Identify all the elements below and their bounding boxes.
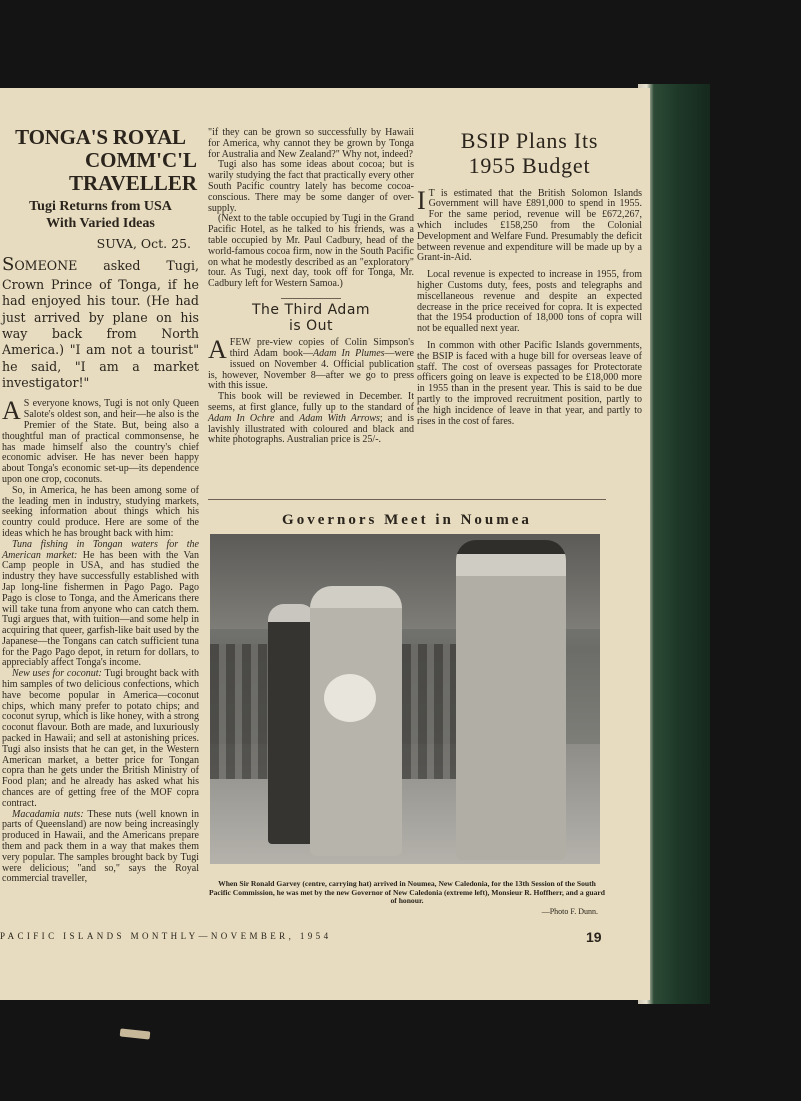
page-footer-masthead: PACIFIC ISLANDS MONTHLY—NOVEMBER, 1954 bbox=[0, 931, 332, 941]
tonga-paragraph-5: Macadamia nuts: These nuts (well known in parts of Queensland) are now being increasingly produced in Hawaii, and the Americans prepare them and pack them in a way that makes them very popular. The samples brought back by Tugi were delicious; "and so," says the Royal commercial traveller, bbox=[2, 808, 199, 885]
officer-figure bbox=[456, 540, 566, 860]
section-divider bbox=[281, 298, 341, 299]
tonga-paragraph-1: A S everyone knows, Tugi is not only Queen Salote's oldest son, and heir—he also is the Premier of the State. But, being also a thoughtful man of practical commonsense, he has made himself also the country's chief economic adviser. He has never been happy about Tonga's economic set-up—its dependence upon one crop, coconuts. bbox=[2, 396, 199, 485]
bsip-paragraph-2: Local revenue is expected to increase in 1955, from higher Customs duty, fees, posts and telegraphs and miscellaneous revenue and despite an expected decrease in the price received for copra. It is expected that the 1954 production of 18,000 tons of copra will not be equalled next year. bbox=[417, 269, 642, 335]
tonga-paragraph-2: So, in America, he has been among some of the leading men in industry, studying markets, seeking information about things which his country could produce. Here are some of the ideas which he has brought back with him: bbox=[2, 484, 199, 539]
photo-story-rule bbox=[208, 499, 606, 500]
adam-paragraph-1: A FEW pre-view copies of Colin Simpson's third Adam book—Adam In Plumes—were issued on November 4. Official publication is, however, November 8—after we go to press with this issue. bbox=[208, 335, 414, 392]
paper-fleck bbox=[120, 1028, 151, 1039]
tonga-body-text bbox=[2, 396, 200, 885]
bsip-paragraph-1: I T is estimated that the British Solomon Islands Government will have £891,000 to spend in 1955. For the same period, revenue will be £672,267, which includes £158,250 from the Colonial Development and Welfare Fund. Presumably the deficit between revenue and expenditure will be made up by a Grant-in-Aid. bbox=[417, 185, 642, 264]
adam-body-text bbox=[208, 335, 414, 446]
tonga-paragraph-4: New uses for coconut: Tugi brought back with him samples of two delicious confections, which have become popular in America—coconut chips, which many prefer to potato chips; and coconut syrup, which is like honey, with a strong coconut flavour. Both are made, and luxuriously packed in Hawaii; and sell at astonishing prices. Tugi also insists that he can get, in the Western American market, a better price for Tongan copra than he gets under the British Ministry of Food plan; and he already has asked what his chances are of getting free of the MOF copra contract. bbox=[2, 668, 200, 809]
adam-drop-cap: A bbox=[208, 335, 227, 365]
middle-column bbox=[208, 128, 414, 446]
tonga-continuation bbox=[208, 128, 414, 290]
bsip-headline-line2: 1955 Budget bbox=[468, 153, 591, 179]
bsip-body-text bbox=[417, 185, 642, 428]
adam-headline-line2: is Out bbox=[288, 318, 333, 335]
bsip-headline-line1: BSIP Plans Its bbox=[460, 128, 599, 153]
tonga-drop-cap: A bbox=[2, 396, 21, 426]
tonga-headline-line2: COMM'C'L TRAVELLER bbox=[69, 147, 197, 195]
governor-left-figure bbox=[268, 604, 316, 844]
tonga-headline-line1: TONGA'S ROYAL bbox=[15, 125, 186, 149]
photo-caption: When Sir Ronald Garvey (centre, carrying hat) arrived in Noumea, New Caledonia, for the 13th Session of the South Pacific Commission, he was met by the new Governor of New Caledonia (extreme left), Monsieur R. Hoffherr, and a guard of honour. bbox=[208, 879, 606, 906]
page-number: 19 bbox=[586, 929, 602, 945]
hat bbox=[324, 674, 376, 722]
tonga-paragraph-7: (Next to the table occupied by Tugi in the Grand Pacific Hotel, as he talked to his friends, was a table occupied by Mr. Paul Cadbury, head of the world-famous cocoa firm, now in the South Pacific on what he modestly described as an "exploratory" tour. As Tugi, next day, took off for Tonga, Mr. Cadbury left for Western Samoa.) bbox=[208, 213, 414, 290]
bsip-drop-cap: I bbox=[417, 185, 426, 215]
tonga-article-column bbox=[2, 126, 199, 885]
photo-story-title: Governors Meet in Noumea bbox=[282, 512, 532, 528]
tonga-lead-paragraph: SOMEONE asked Tugi, Crown Prince of Tonga, if he had enjoyed his tour. (He had just arrived by plane on his way back from North America.) "I am not a tourist" he said, "I am a market investigator!" bbox=[2, 254, 199, 390]
adam-headline-line1: The Third Adam bbox=[251, 301, 371, 318]
adam-paragraph-2: This book will be reviewed in December. It seems, at first glance, fully up to the standard of Adam In Ochre and Adam With Arrows; and is lavishly illustrated with coloured and black and white photographs. Australian price is 25/-. bbox=[208, 391, 414, 446]
bsip-article-column bbox=[417, 128, 642, 427]
bsip-headline bbox=[417, 128, 642, 179]
tonga-subhead-line1: Tugi Returns from USA bbox=[29, 198, 172, 214]
tonga-subhead-line2: With Varied Ideas bbox=[46, 215, 155, 231]
tonga-continued-text: "if they can be grown so successfully by Hawaii for America, why cannot they be grown by Tonga for Australia and New Zealand?" Why not, indeed? bbox=[208, 127, 414, 160]
bsip-paragraph-3: In common with other Pacific Islands governments, the BSIP is faced with a huge bill for overseas leave of staff. The cost of overseas passages for Protectorate officers going on leave is expected to be £18,000 more in 1955 than in the present year. This is said to be due partly to the improved recruitment position, partly to the high incidence of leave in that year, and partly to rises in the cost of fares. bbox=[417, 339, 642, 427]
tonga-dateline: SUVA, Oct. 25. bbox=[96, 236, 191, 252]
magazine-page bbox=[0, 88, 650, 1000]
tonga-paragraph-6: Tugi also has some ideas about cocoa; but is warily studying the fact that practically every other South Pacific country lately has become cocoa-conscious. There may be some danger of over-supply. bbox=[208, 159, 414, 214]
governors-photo bbox=[210, 534, 600, 864]
tonga-paragraph-3: Tuna fishing in Tongan waters for the American market: He has been with the Van Camp people in USA, and has studied the industry they have successfully established with Jap long-line fishermen in Pago Pago. Pago Pago is close to Tonga, and the Americans there will take tuna from anyone who can catch them. Tugi argues that, with tuition—and some help in acquiring that queer, garfish-like bait used by the Japanese—the Tongans can catch sufficient tuna for the Pago Pago depot, in return for dollars, to appreciably affect Tonga's income. bbox=[2, 538, 199, 669]
photo-credit: —Photo F. Dunn. bbox=[541, 907, 598, 916]
